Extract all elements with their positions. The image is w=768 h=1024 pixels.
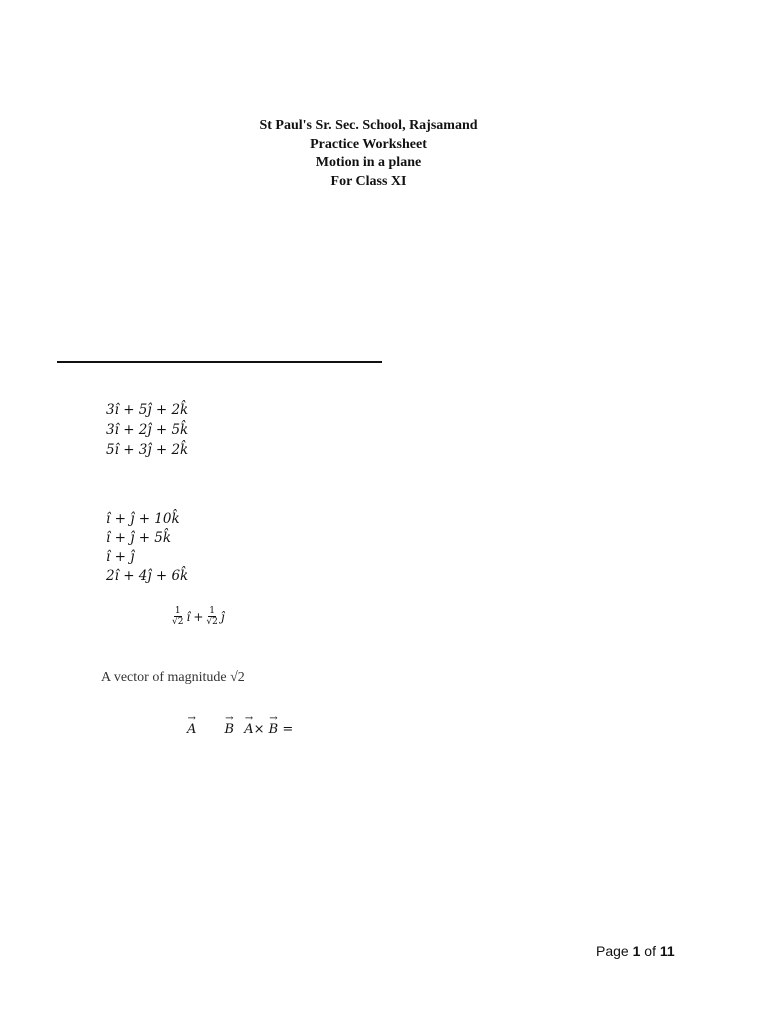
fraction-2 [206,606,217,627]
class-label: For Class XI [330,173,407,189]
unit-vector-j: ĵ [220,609,225,624]
topic-title: Motion in a plane [315,155,422,170]
numerator: 1 [209,606,215,616]
option-item: 5î + 3ĵ + 2k̂ [106,442,189,458]
option-item: î + ĵ + 10k̂ [106,511,180,527]
option-item: î + ĵ + 5k̂ [106,530,172,546]
current-page: 1 [632,943,641,959]
school-name: St Paul's Sr. Sec. School, Rajsamand [259,118,478,133]
horizontal-rule [57,361,382,363]
cross-sign: × [253,722,265,737]
total-pages: 11 [659,943,675,959]
option-item: 2î + 4ĵ + 6k̂ [106,568,189,584]
unit-vector-i: î [186,609,191,624]
option-item: 3î + 2ĵ + 5k̂ [106,422,189,438]
options-group-2 [106,510,188,586]
fraction-1 [172,606,183,627]
vector-magnitude-text: A vector of magnitude √2 [101,670,245,685]
worksheet-title: Practice Worksheet [310,136,427,152]
plus-sign: + [193,609,204,624]
vector-a-operand: → A [244,722,253,737]
vector-b-operand: → B [269,722,279,737]
denominator: √2 [172,617,184,627]
fraction-expression [172,606,225,627]
page-number [596,943,675,959]
page-word: Page [596,943,629,959]
equals-sign: = [282,722,294,737]
vector-b: → B [225,722,235,737]
of-word: of [644,943,656,959]
denominator: √2 [206,617,218,627]
worksheet-header [0,117,737,191]
vector-a: → A [187,722,196,737]
numerator: 1 [174,606,181,616]
cross-product-line [187,722,293,737]
option-item: 3î + 5ĵ + 2k̂ [106,402,189,418]
options-group-1 [106,400,188,460]
option-item: î + ĵ [106,549,135,565]
